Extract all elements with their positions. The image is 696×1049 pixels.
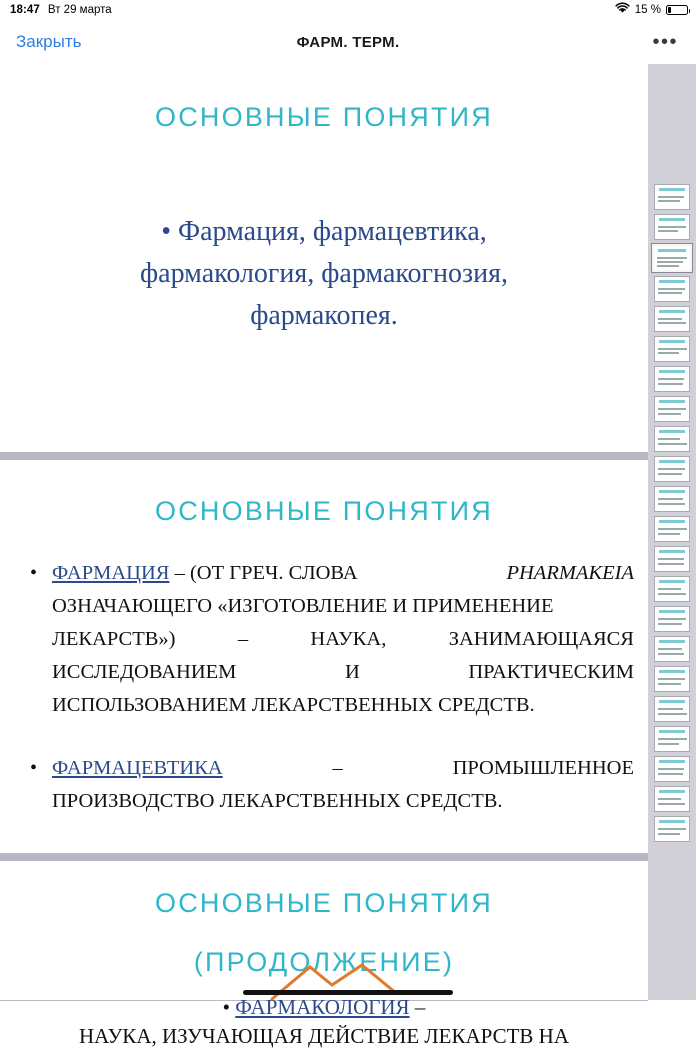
- thumbnail-9[interactable]: [654, 426, 690, 452]
- thumbnail-6[interactable]: [654, 336, 690, 362]
- document-scroll-area[interactable]: [0, 64, 648, 1048]
- thumbnail-17[interactable]: [654, 666, 690, 692]
- slide-2-l1-rest: (ОТ ГРЕЧ. СЛОВА: [189, 562, 358, 584]
- thumbnail-4[interactable]: [654, 276, 690, 302]
- term-farmakologiya: ФАРМАКОЛОГИЯ: [235, 995, 410, 1019]
- battery-icon: [666, 5, 688, 15]
- navigation-bar: [0, 20, 696, 64]
- thumbnail-19[interactable]: [654, 726, 690, 752]
- slide-2-l5: ИСПОЛЬЗОВАНИЕМ ЛЕКАРСТВЕННЫХ СРЕДСТВ.: [52, 694, 535, 716]
- term-farmaciya: ФАРМАЦИЯ: [52, 562, 170, 584]
- thumbnail-15[interactable]: [654, 606, 690, 632]
- thumbnail-3-selected[interactable]: [652, 244, 692, 272]
- thumbnail-14[interactable]: [654, 576, 690, 602]
- slide-2-title: ОСНОВНЫЕ ПОНЯТИЯ: [155, 496, 493, 526]
- status-bar-left: [10, 4, 112, 16]
- slide-2-l4-b: И: [344, 661, 360, 683]
- thumbnail-22[interactable]: [654, 816, 690, 842]
- slide-1-body: [14, 211, 634, 337]
- thumbnail-13[interactable]: [654, 546, 690, 572]
- slide-thumbnail-rail[interactable]: [648, 64, 696, 1000]
- thumbnail-8[interactable]: [654, 396, 690, 422]
- slide-2-l3-b: –: [237, 628, 249, 650]
- slide-3[interactable]: [0, 861, 648, 1048]
- clock-date: Вт 29 марта: [47, 4, 112, 16]
- slide-separator: [0, 453, 648, 460]
- latin-term: PHARMAKEIA: [506, 562, 634, 584]
- thumbnail-5[interactable]: [654, 306, 690, 332]
- slide-1-line-3: фармакопея.: [250, 300, 398, 331]
- slide-2-l3-d: ЗАНИМАЮЩАЯСЯ: [448, 628, 634, 650]
- dash-1: –: [174, 562, 185, 584]
- bullet-marker: •: [30, 562, 38, 584]
- more-options-icon[interactable]: •••: [652, 31, 678, 53]
- slide-separator-2: [0, 854, 648, 861]
- home-indicator[interactable]: [243, 990, 453, 995]
- status-bar-right: [615, 3, 688, 17]
- slide-2-p2-l2: ПРОИЗВОДСТВО ЛЕКАРСТВЕННЫХ СРЕДСТВ.: [52, 790, 503, 812]
- slide-2-l4-a: ИССЛЕДОВАНИЕМ: [52, 661, 237, 683]
- thumbnail-21[interactable]: [654, 786, 690, 812]
- thumbnail-2[interactable]: [654, 214, 690, 240]
- thumbnail-12[interactable]: [654, 516, 690, 542]
- slide-1-line-1: • Фармация, фармацевтика,: [161, 216, 487, 247]
- close-button[interactable]: Закрыть: [16, 32, 82, 51]
- slide-2-p2-rest: ПРОМЫШЛЕННОЕ: [452, 757, 634, 779]
- slide-1[interactable]: [0, 64, 648, 453]
- slide-1-line-2: фармакология, фармакогнозия,: [140, 258, 508, 289]
- thumbnail-10[interactable]: [654, 456, 690, 482]
- battery-percent-label: 15 %: [634, 4, 661, 16]
- slide-3-title-line-1: ОСНОВНЫЕ ПОНЯТИЯ: [155, 888, 493, 918]
- slide-3-body: [14, 995, 634, 1020]
- thumbnail-7[interactable]: [654, 366, 690, 392]
- term-farmacevtika: ФАРМАЦЕВТИКА: [52, 757, 223, 779]
- bullet-marker-3: •: [222, 995, 231, 1019]
- thumbnail-16[interactable]: [654, 636, 690, 662]
- dash-3: –: [414, 995, 426, 1019]
- slide-2-l3-c: НАУКА,: [310, 628, 387, 650]
- slide-2[interactable]: [0, 460, 648, 854]
- bullet-marker-2: •: [30, 757, 38, 779]
- thumbnail-18[interactable]: [654, 696, 690, 722]
- slide-2-l3-a: ЛЕКАРСТВ»): [52, 628, 176, 650]
- slide-3-title-line-2: (ПРОДОЛЖЕНИЕ): [193, 947, 455, 977]
- clock-time: 18:47: [10, 4, 40, 16]
- slide-3-cut-line: НАУКА, ИЗУЧАЮЩАЯ ДЕЙСТВИЕ ЛЕКАРСТВ НА: [78, 1024, 570, 1048]
- thumbnail-1[interactable]: [654, 184, 690, 210]
- thumbnail-20[interactable]: [654, 756, 690, 782]
- slide-2-paragraph-2: [14, 752, 634, 818]
- thumbnail-11[interactable]: [654, 486, 690, 512]
- slide-2-l4-c: ПРАКТИЧЕСКИМ: [468, 661, 634, 683]
- document-title: ФАРМ. ТЕРМ.: [296, 33, 400, 51]
- wifi-icon: [615, 3, 630, 17]
- dash-2: –: [332, 757, 343, 779]
- slide-2-l2: ОЗНАЧАЮЩЕГО «ИЗГОТОВЛЕНИЕ И ПРИМЕНЕНИЕ: [52, 595, 554, 617]
- slide-2-paragraph-1: [14, 557, 634, 722]
- status-bar: [0, 0, 696, 20]
- slide-1-title: ОСНОВНЫЕ ПОНЯТИЯ: [155, 102, 493, 132]
